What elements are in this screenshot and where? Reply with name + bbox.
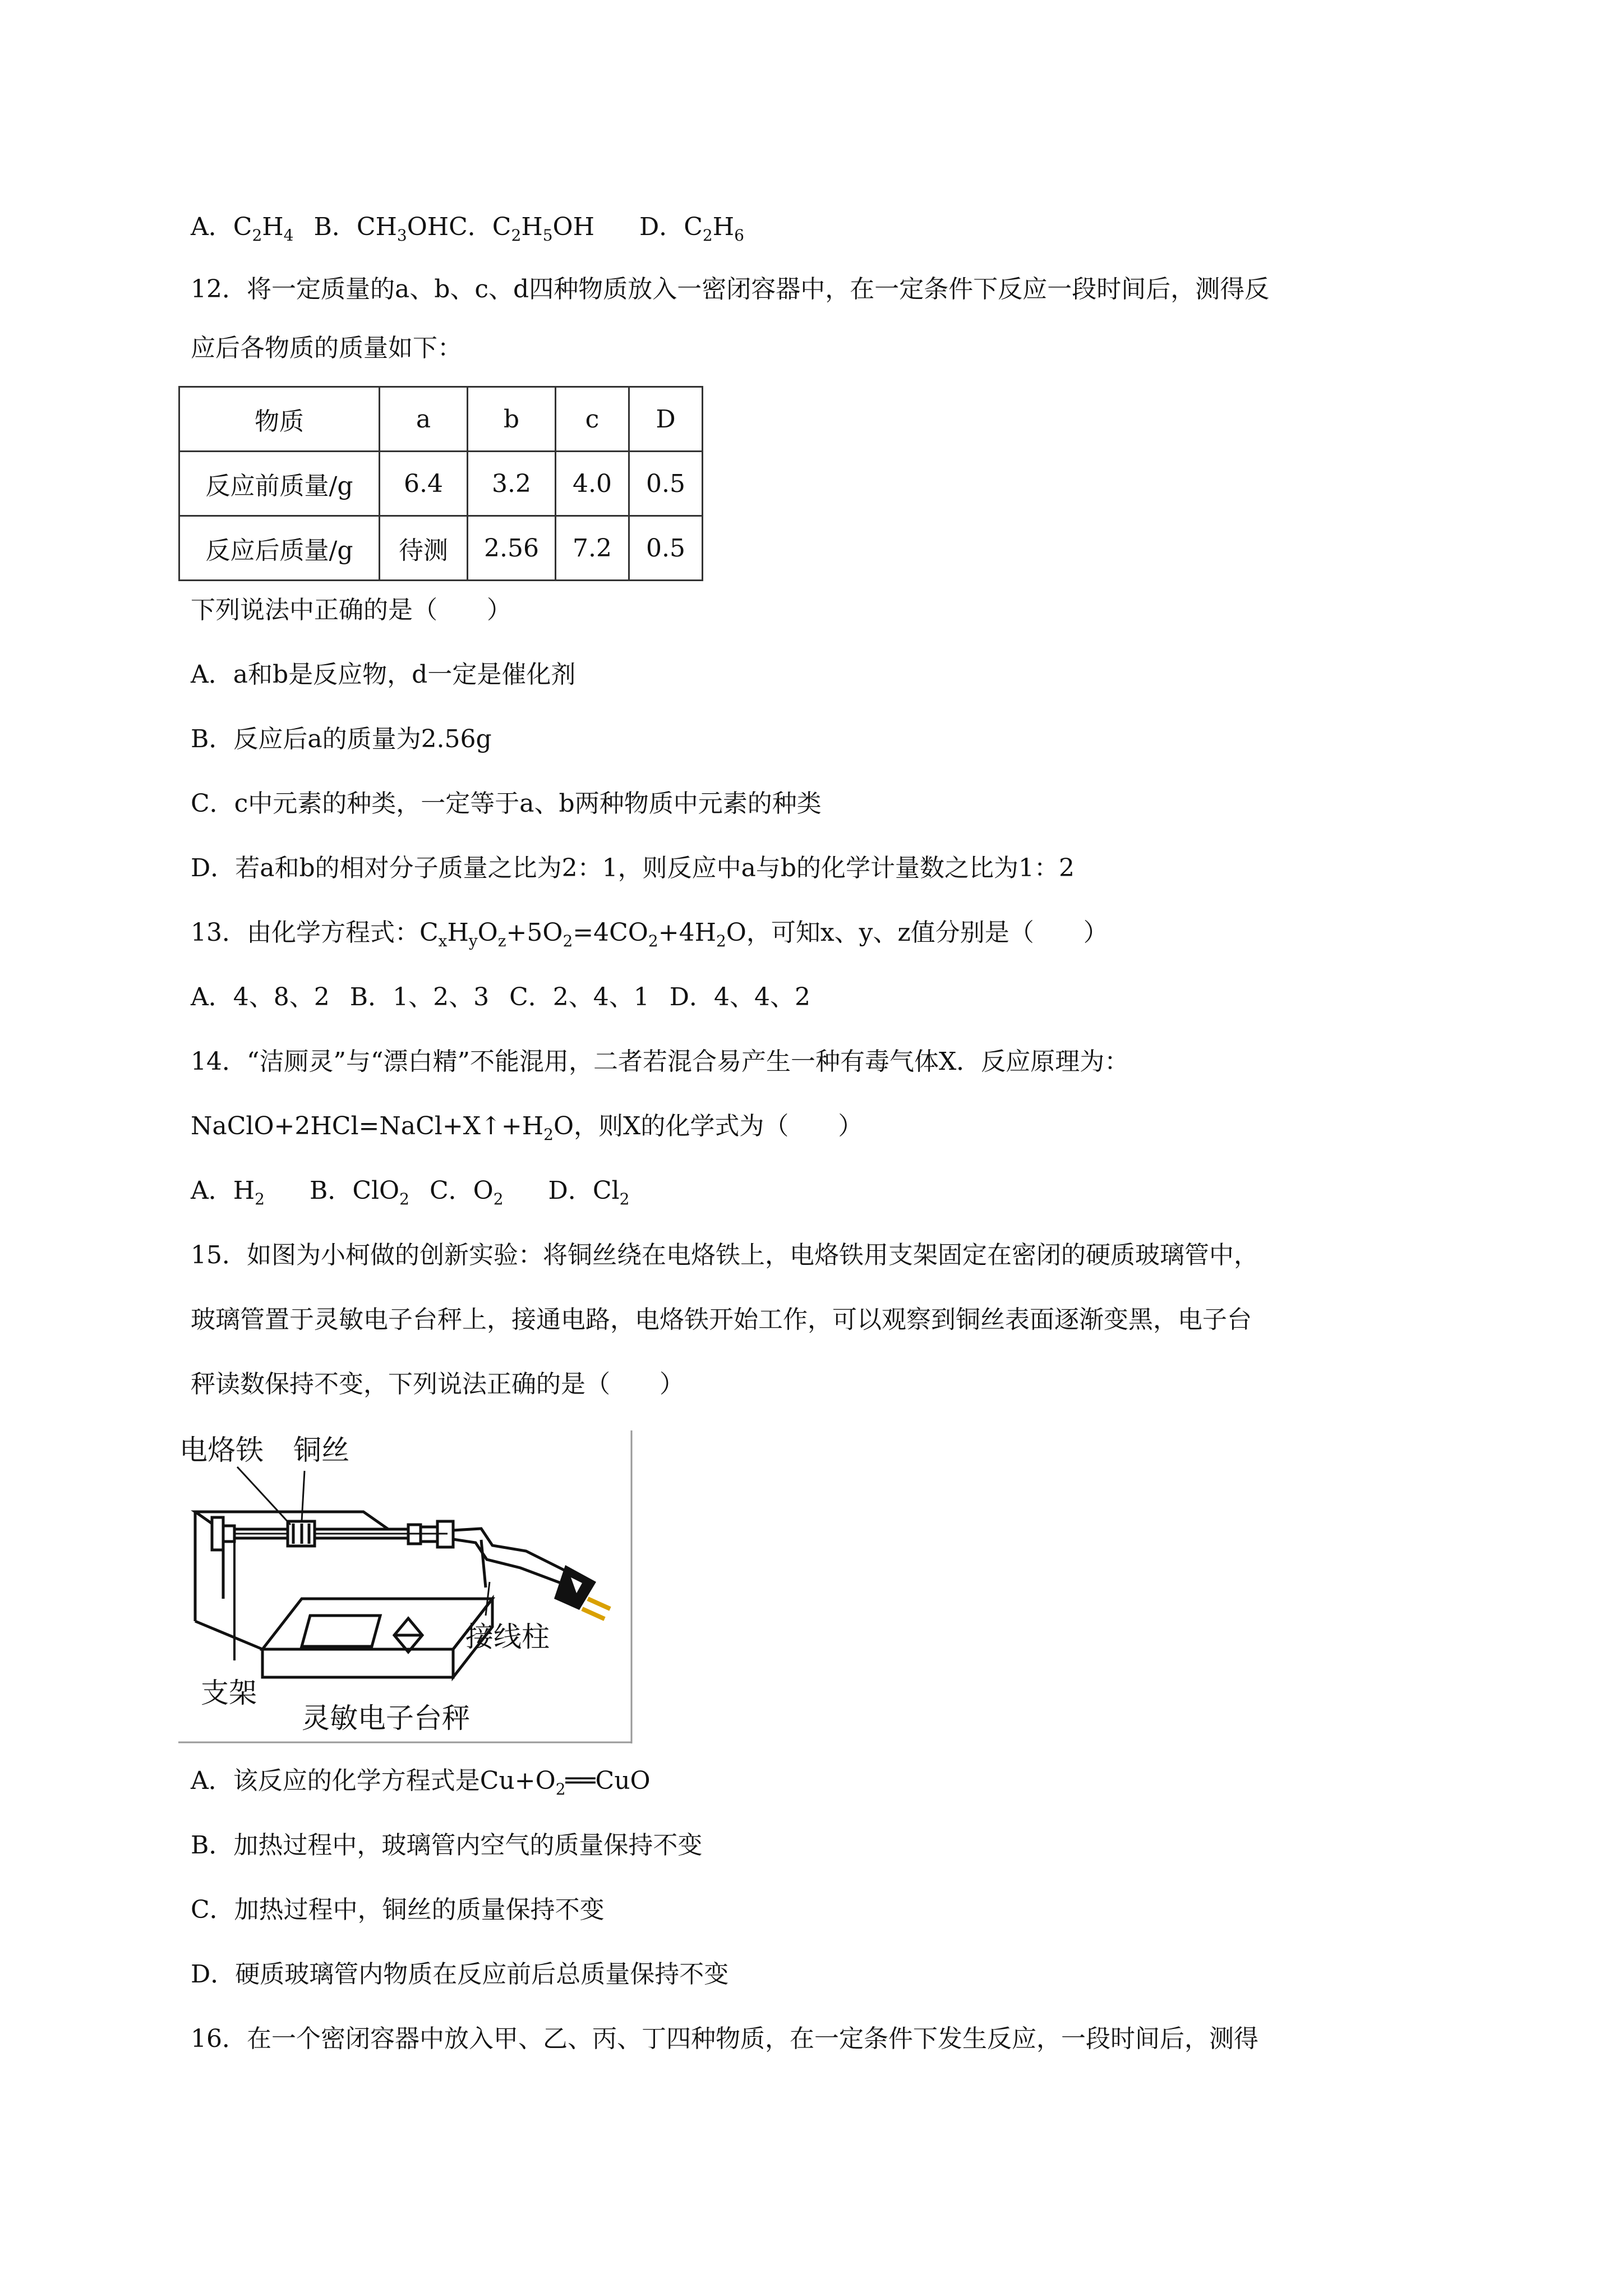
table-cell: 4.0 [556,452,629,516]
table-cell: 3.2 [468,452,556,516]
table-cell: D [629,387,703,452]
table-cell: 2.56 [468,516,556,581]
table-cell: b [468,387,556,452]
q14-stem-line1: 14．“洁厕灵”与“漂白精”不能混用，二者若混合易产生一种有毒气体X．反应原理为： [191,1047,1129,1076]
q12-option-a: A．a和b是反应物，d一定是催化剂 [191,660,576,689]
table-cell: 反应后质量/g [179,516,380,581]
table-row [179,516,703,581]
q15-option-c: C．加热过程中，铜丝的质量保持不变 [191,1895,605,1924]
label-terminal: 接线柱 [465,1621,550,1653]
label-stand: 支架 [201,1677,257,1709]
q15-stem-line1: 15．如图为小柯做的创新实验：将铜丝绕在电烙铁上，电烙铁用支架固定在密闭的硬质玻璃管中， [191,1241,1258,1269]
table-cell: 0.5 [629,516,703,581]
table-cell: 0.5 [629,452,703,516]
label-copper: 铜丝 [293,1434,349,1466]
q12-stem-line1: 12．将一定质量的a、b、c、d四种物质放入一密闭容器中，在一定条件下反应一段时间后，测得反 [191,275,1270,303]
table-cell: 7.2 [556,516,629,581]
q15-stem-line3: 秤读数保持不变，下列说法正确的是（ ） [191,1370,684,1398]
table-header-row [179,387,703,452]
label-iron: 电烙铁 [179,1434,264,1466]
copper-wire [288,1521,315,1546]
q13-options: A．4、8、2 B．1、2、3 C．2、4、1 D．4、4、2 [191,983,811,1011]
apparatus-figure [178,1430,634,1743]
q15-stem-line2: 玻璃管置于灵敏电子台秤上，接通电路，电烙铁开始工作，可以观察到铜丝表面逐渐变黑，电子台 [191,1305,1252,1334]
q12-prompt: 下列说法中正确的是（ ） [191,596,511,624]
table-cell: 物质 [179,387,380,452]
label-scale: 灵敏电子台秤 [302,1702,470,1734]
table-cell: c [556,387,629,452]
q14-options: A．$H_2$ B．ClO$_2$ C．$O_2$ D．$Cl_2$ [191,1176,630,1208]
q12-option-d: D．若a和b的相对分子质量之比为2：1，则反应中a与b的化学计量数之比为1：2 [191,854,1075,882]
q15-option-d: D．硬质玻璃管内物质在反应前后总质量保持不变 [191,1960,729,1989]
table-cell: a [380,387,468,452]
q13-stem: 13．由化学方程式：$C_xH_yO_z+5O_2=4CO_2+4H_2O$，可知x、y、z值分别是（ ） [191,918,1108,950]
table-cell: 待测 [380,516,468,581]
q14-stem-line2: $NaClO+2HCl=NaCl+X↑+H_2O$，则X的化学式为（ ） [191,1112,863,1144]
q15-option-b: B．加热过程中，玻璃管内空气的质量保持不变 [191,1831,703,1860]
q12-option-c: C．c中元素的种类，一定等于a、b两种物质中元素的种类 [191,789,822,818]
table-cell: 6.4 [380,452,468,516]
q12-table [178,386,703,581]
q12-stem-line2: 应后各物质的质量如下： [191,334,462,362]
table-row [179,452,703,516]
q15-option-a: A．该反应的化学方程式是$Cu+O_2══CuO$ [191,1766,651,1798]
q11-options: A．$C_2H_4$ B．$CH_3OHC$．$C_2H_5OH$ D．$C_2H_6$ [191,213,744,245]
table-cell: 反应前质量/g [179,452,380,516]
q12-option-b: B．反应后a的质量为2.56g [191,725,492,753]
q16-stem-line1: 16．在一个密闭容器中放入甲、乙、丙、丁四种物质，在一定条件下发生反应，一段时间后，测得 [191,2024,1258,2053]
